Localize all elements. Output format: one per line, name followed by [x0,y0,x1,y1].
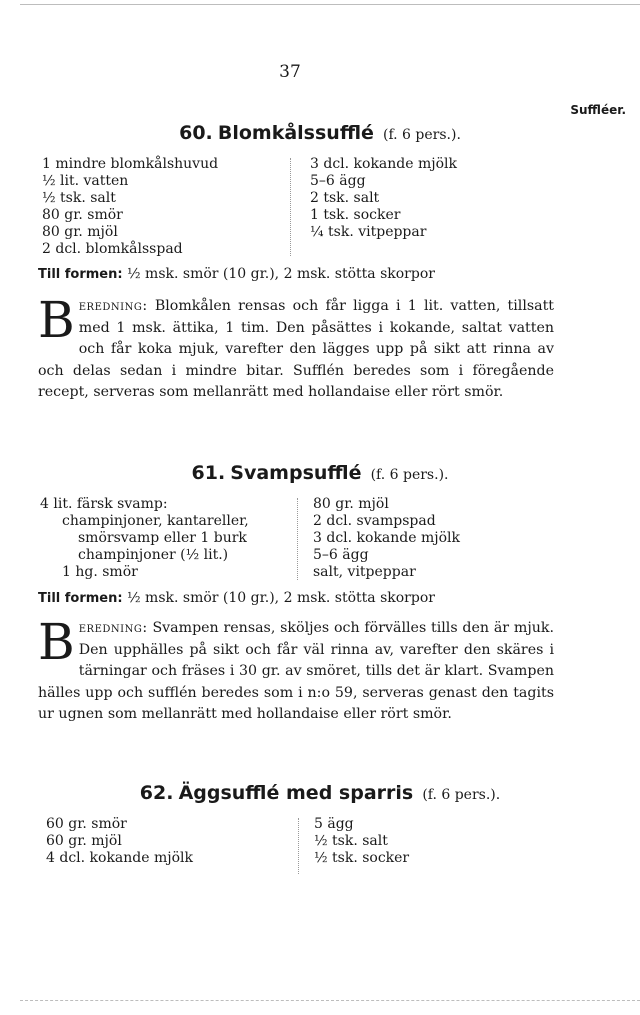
ingredient: ½ tsk. salt [42,190,116,206]
ingredient: 80 gr. smör [42,207,123,223]
column-divider [290,158,291,256]
pan-instructions [38,266,435,282]
ingredient: salt, vitpeppar [313,564,416,580]
ingredient: 2 tsk. salt [310,190,380,206]
drop-cap: B [38,613,75,671]
ingredient: 5 ägg [314,816,354,832]
pan-label: Till formen: [38,591,123,606]
section-heading: Suffléer. [570,103,626,117]
ingredient: 80 gr. mjöl [42,224,118,240]
ingredients-61 [0,496,640,596]
ingredient: 2 dcl. svampspad [313,513,436,529]
ingredient: ¼ tsk. vitpeppar [310,224,427,240]
drop-cap: B [38,291,75,349]
method-61 [38,613,554,726]
ingredients-62 [0,816,640,916]
ingredient: 80 gr. mjöl [313,496,389,512]
pan-label: Till formen: [38,267,123,282]
recipe-number: 62. [139,782,174,804]
bottom-rule [20,1000,640,1001]
ingredients-right [314,816,409,867]
top-rule [20,4,640,5]
ingredient: 5–6 ägg [313,547,369,563]
ingredients-60 [0,156,640,256]
ingredient: 1 mindre blomkålshuvud [42,156,219,172]
ingredient: champinjoner (½ lit.) [78,547,229,563]
ingredient: champinjoner, kantareller, [62,513,249,529]
recipe-serves: (f. 6 pers.). [370,467,449,483]
column-divider [298,818,299,874]
ingredient: 3 dcl. kokande mjölk [310,156,457,172]
page-number: 37 [279,62,301,82]
ingredient: 60 gr. mjöl [46,833,122,849]
column-divider [297,498,298,580]
ingredient: 2 dcl. blomkålsspad [42,241,183,257]
recipe-61 [0,462,640,484]
recipe-title [0,782,640,804]
method-text: Svampen rensas, sköljes och förvälles tills den är mjuk. Den upphälles på sikt och får väl rinna av, varefter den skäres i tärningar och fräses i 30 gr. av smöret, tills det är klart. Svampen hälles upp och sufflén beredes som i n:o 59, serveras genast den tagits ur ugnen som mellanrätt med hollandaise eller rört smör. [38,620,554,722]
method-text: Blomkålen rensas och får ligga i 1 lit. vatten, tillsatt med 1 msk. ättika, 1 tim. Den påsättes i kokande, saltat vatten och får koka mjuk, varefter den lägges upp på sikt att rinna av och delas sedan i mindre bitar. Sufflén beredes som i föregående recept, serveras som mellanrätt med hollandaise eller rört smör. [38,298,554,400]
method-lead: eredning: [78,620,148,636]
recipe-number: 60. [179,122,213,144]
ingredients-left [46,816,193,867]
recipe-name: Äggsufflé med sparris [178,782,414,804]
pan-text: ½ msk. smör (10 gr.), 2 msk. stötta skorpor [127,266,435,282]
ingredients-left [42,156,218,258]
recipe-name: Svampsufflé [230,462,362,484]
ingredient: ½ lit. vatten [42,173,129,189]
ingredient: 1 tsk. socker [310,207,401,223]
ingredients-left [40,496,249,581]
ingredient: 1 hg. smör [62,564,138,580]
recipe-title [0,462,640,484]
pan-instructions [38,590,435,606]
recipe-serves: (f. 6 pers.). [422,787,501,803]
ingredient: ½ tsk. socker [314,850,410,866]
recipe-name: Blomkålssufflé [217,122,374,144]
ingredient: 4 lit. färsk svamp: [40,496,168,512]
recipe-title [0,122,640,144]
ingredient: 4 dcl. kokande mjölk [46,850,193,866]
recipe-62 [0,782,640,804]
method-60 [38,291,554,404]
ingredient: 5–6 ägg [310,173,366,189]
method-lead: eredning: [78,298,148,314]
ingredient: ½ tsk. salt [314,833,388,849]
ingredient: smörsvamp eller 1 burk [78,530,247,546]
recipe-60 [0,122,640,144]
pan-text: ½ msk. smör (10 gr.), 2 msk. stötta skorpor [127,590,435,606]
ingredient: 3 dcl. kokande mjölk [313,530,460,546]
ingredients-right [313,496,460,581]
recipe-serves: (f. 6 pers.). [383,127,461,143]
ingredients-right [310,156,457,241]
ingredient: 60 gr. smör [46,816,127,832]
recipe-number: 61. [191,462,226,484]
